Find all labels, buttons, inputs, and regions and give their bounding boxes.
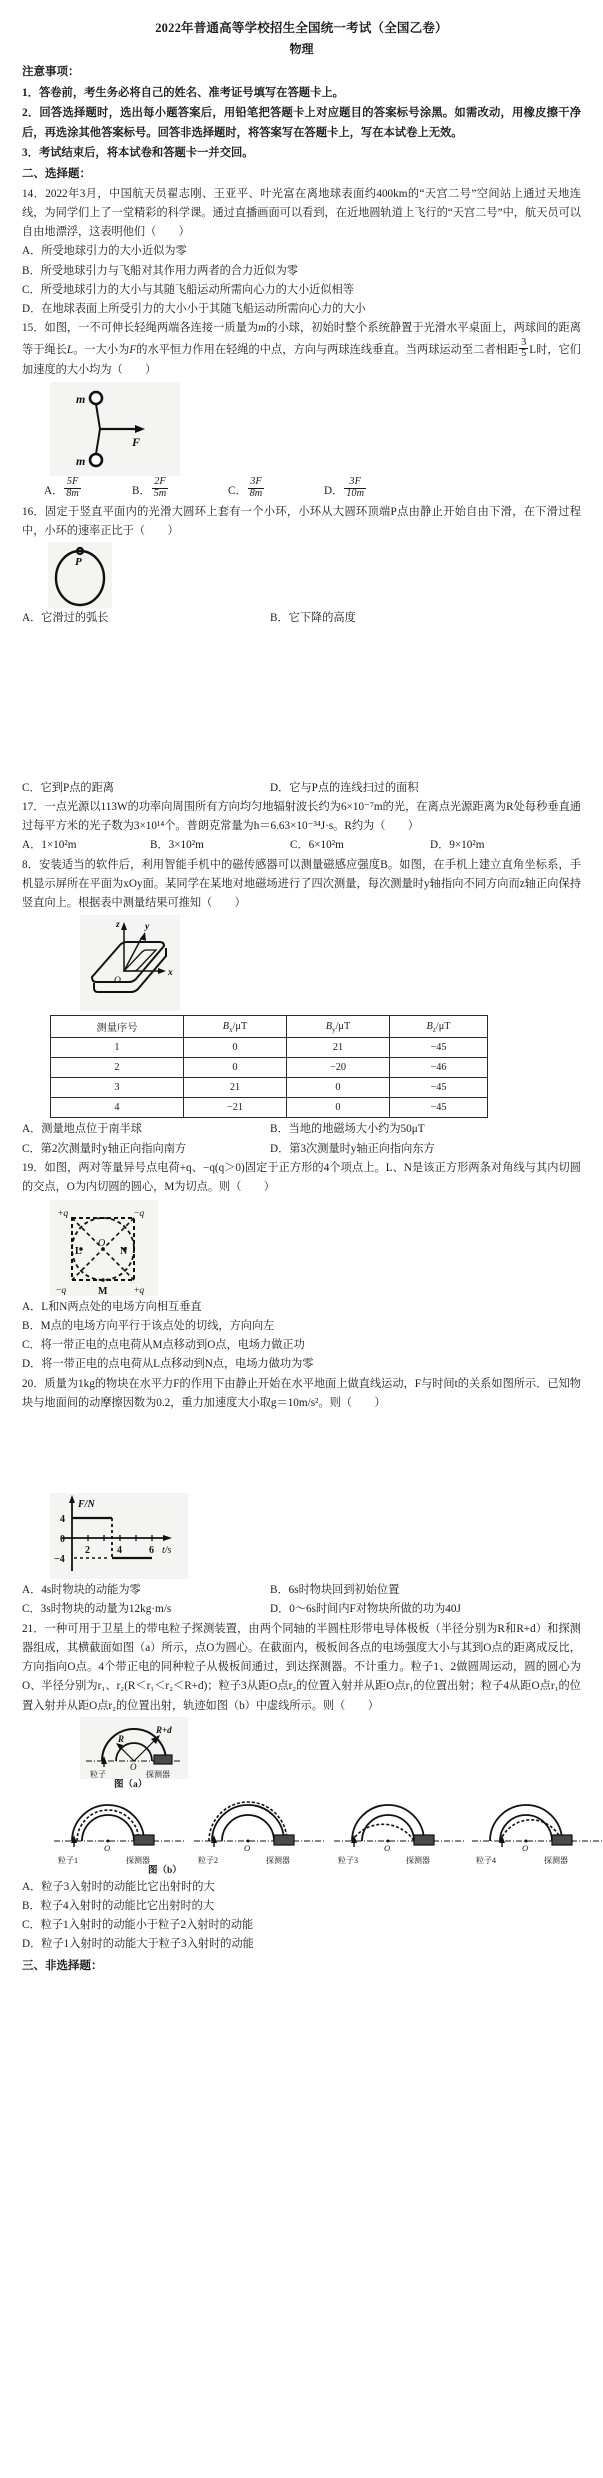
question-18-option-d[interactable]: D．第3次测量时y轴正向指向东方 [270,1142,435,1155]
q15-text-2: 的小球，初始时整个系统静置于光滑水平桌面上，两球间的距离等于绳长 [22,322,581,356]
cell-bx: −21 [184,1098,287,1118]
question-16-stem: 16．固定于竖直平面内的光滑大圆环上套有一个小环，小环从大圆环顶端P点由静止开始自由下滑，在下滑过程中，小环的速率正比于（ ） [22,505,581,538]
svg-text:m: m [76,454,86,469]
question-18-option-b[interactable]: B．当地的地磁场大小约为50μT [270,1123,425,1136]
blank-space-1 [22,629,581,779]
question-14-option-d[interactable]: D．在地球表面上所受引力的大小小于其随飞船运动所需向心力的大小 [22,303,366,316]
svg-text:探测器: 探测器 [126,1856,150,1866]
question-17-option-a[interactable]: A．1×10²m [22,839,77,852]
q15-var-m: m [258,322,267,335]
question-19-option-d[interactable]: D．将一带正电的点电荷从L点移动到N点，电场力做功为零 [22,1358,314,1371]
question-18-figure [80,915,180,1011]
svg-text:P: P [75,556,82,569]
q15-opt-d-num: 3F [344,477,366,489]
cell-bx: 21 [184,1078,287,1098]
question-21-figure-b [50,1793,603,1865]
table-row [51,1098,488,1118]
svg-text:z: z [116,920,120,931]
cell-by: −20 [287,1058,390,1078]
question-19-option-a[interactable]: A．L和N两点处的电场方向相互垂直 [22,1300,202,1313]
svg-text:2: 2 [85,1545,90,1557]
svg-text:F: F [132,435,141,450]
blank-space-2 [22,1413,581,1491]
q15-diagram [50,382,180,476]
cell-index: 2 [51,1058,184,1078]
question-18-options-row-2 [22,1140,581,1159]
question-21-option-a[interactable]: A．粒子3入射时的动能比它出射时的大 [22,1880,215,1893]
q15-opt-b-frac [152,477,169,499]
svg-text:M: M [98,1285,108,1296]
svg-text:粒子1: 粒子1 [58,1856,78,1866]
question-21-figure-a-caption: 图（a） [114,1779,148,1790]
table-header-index: 测量序号 [51,1016,184,1038]
svg-text:O: O [130,1761,137,1772]
cell-index: 3 [51,1078,184,1098]
cell-index: 4 [51,1098,184,1118]
cell-bz: −45 [390,1098,488,1118]
svg-text:O: O [244,1843,251,1854]
q15-opt-c-den: 8m [249,488,263,500]
q15-opt-a-den: 8m [66,488,79,500]
question-15-option-b[interactable] [132,478,228,500]
question-16-option-b[interactable]: B．它下降的高度 [270,612,356,625]
question-18-option-a[interactable]: A．测量地点位于南半球 [22,1123,142,1136]
q15-fraction [519,338,528,360]
svg-text:N: N [120,1245,128,1257]
table-row [51,1058,488,1078]
q21-figure-b-diagram [50,1793,603,1865]
svg-text:4: 4 [60,1514,65,1526]
q15-frac-den: 5 [521,348,527,360]
q15-var-L: L [66,343,74,356]
question-16-option-c[interactable]: C．它到P点的距离 [22,781,114,794]
question-16-figure [48,542,112,608]
cell-bz: −45 [390,1038,488,1058]
svg-text:探测器: 探测器 [266,1856,290,1866]
svg-text:6: 6 [149,1545,154,1557]
q15-opt-b-den: 5m [153,488,167,500]
notice-item-1: 1．答卷前，考生务必将自己的姓名、准考证号填写在答题卡上。 [22,86,344,99]
table-row [51,1038,488,1058]
question-14-option-b[interactable]: B．所受地球引力与飞船对其作用力两者的合力近似为零 [22,264,298,277]
svg-text:O: O [384,1843,391,1854]
q15-text-1: 15．如图，一不可伸长轻绳两端各连接一质量为 [22,322,259,335]
question-20-option-b[interactable]: B．6s时物块回到初始位置 [270,1584,400,1597]
svg-text:F/N: F/N [78,1499,95,1511]
svg-text:L: L [75,1245,82,1257]
svg-text:−q: −q [134,1208,145,1219]
q20-force-time-graph [50,1493,188,1579]
table-header-by: $B_y/\mu T$ [287,1016,390,1038]
cell-by: 0 [287,1098,390,1118]
cell-bz: −46 [390,1058,488,1078]
question-18-options-row-1 [22,1120,581,1139]
question-19-figure [50,1200,158,1296]
svg-text:O: O [522,1843,529,1854]
question-14-option-a[interactable]: A．所受地球引力的大小近似为零 [22,245,187,258]
q15-opt-b-letter: B． [132,484,151,497]
svg-text:粒子2: 粒子2 [198,1856,218,1866]
cell-bx: 0 [184,1038,287,1058]
question-17-option-b[interactable]: B．3×10²m [150,839,204,852]
q16-diagram [48,542,112,608]
q15-frac-num: 3 [521,336,527,348]
svg-text:4: 4 [117,1545,122,1557]
table-header-bx: $B_x/\mu T$ [184,1016,287,1038]
question-19-option-b[interactable]: B．M点的电场方向平行于该点处的切线，方向向左 [22,1319,275,1332]
q15-opt-c-letter: C． [228,484,247,497]
q15-var-F: F [129,343,137,356]
table-header-row [51,1016,488,1038]
svg-text:0: 0 [60,1534,65,1546]
q15-opt-a-num: 5F [64,477,81,489]
q19-square-charges-diagram [50,1200,158,1296]
question-20-chart [50,1493,188,1579]
svg-text:x: x [168,968,173,979]
question-21-option-d[interactable]: D．粒子1入射时的动能大于粒子3入射时的动能 [22,1938,254,1951]
question-18-option-c[interactable]: C．第2次测量时y轴正向指向南方 [22,1142,187,1155]
svg-text:粒子3: 粒子3 [338,1856,358,1866]
notice-heading: 注意事项： [22,66,80,79]
question-20-options-row-1 [22,1581,581,1600]
svg-text:粒子4: 粒子4 [476,1856,496,1866]
q15-text-4: 的水平恒力作用在轻绳的中点，方向与两球连线垂直。当两球运动至二者相距 [136,343,519,356]
q15-opt-d-frac [344,477,366,499]
subject-title: 物理 [289,42,314,56]
question-15-option-a[interactable] [22,478,132,500]
question-15-options [22,478,581,500]
question-16-options-row-1 [22,609,581,628]
question-17-option-d[interactable]: D．9×10²m [430,839,485,852]
svg-text:探测器: 探测器 [406,1856,430,1866]
question-14-option-c[interactable]: C．所受地球引力的大小与其随飞船运动所需向心力的大小近似相等 [22,283,354,296]
question-21-figure-b-caption: 图（b） [148,1866,182,1877]
svg-text:+q: +q [134,1285,145,1296]
q15-text-3: 。一大小为 [73,343,130,356]
table-row [51,1078,488,1098]
question-15-stem [22,319,581,380]
q15-opt-b-num: 2F [152,477,169,489]
question-21-option-c[interactable]: C．粒子1入射时的动能小于粒子2入射时的动能 [22,1919,254,1932]
question-20-options-row-2 [22,1600,581,1619]
page-title: 2022年普通高等学校招生全国统一考试（全国乙卷） [155,21,448,35]
svg-text:−q: −q [56,1285,67,1296]
question-16-options-row-2 [22,779,581,798]
q15-opt-a-frac [64,477,81,499]
question-16-option-d[interactable]: D．它与P点的连线扫过的面积 [270,781,419,794]
q21-figure-a-diagram [80,1717,188,1779]
svg-text:y: y [145,922,150,933]
svg-text:粒子: 粒子 [90,1769,106,1779]
svg-text:t/s: t/s [162,1545,172,1557]
svg-text:R+d: R+d [156,1724,172,1735]
q15-opt-a-letter: A． [44,484,64,497]
question-21-stem: 21．一种可用于卫星上的带电粒子探测装置，由两个同轴的半圆柱形带电导体极板（半径分别为R和R+d）和探测器组成，其横截面如图（a）所示，点O为圆心。在截面内，极板间各点的电场强度大小与其到O点的距离成反比，方向指向O点。4个带正电的同种粒子从极板间通过，到达探测器。不计重力。粒子1、2做圆周运动，圆的圆心为O、半径分别为r₁、r₂(R＜r₁＜r₂＜R+d)；粒子3从距O点r₂的位置入射并从距O点r₁的位置出射；粒子4从距O点r₁的位置入射并从距O点r₂的位置出射，轨迹如图（b）中虚线所示。则（ ） [22,1622,581,1712]
question-19-option-c[interactable]: C．将一带正电的点电荷从M点移动到O点，电场力做正功 [22,1339,305,1352]
svg-text:m: m [76,392,86,407]
q18-phone-diagram [80,915,180,1011]
question-17-stem: 17．一点光源以113W的功率向周围所有方向均匀地辐射波长约为6×10⁻⁷m的光，在离点光源距离为R处每秒垂直通过每平方米的光子数为3×10¹⁴个。普朗克常量为h＝6.63×10⁻³⁴J·s。R约为（ ） [22,800,581,833]
question-20-stem: 20．质量为1kg的物块在水平力F的作用下由静止开始在水平地面上做直线运动，F与时间t的关系如图所示．已知物块与地面间的动摩擦因数为0.2，重力加速度大小取g＝10m/s²。则（ ） [22,1377,581,1409]
table-header-bz: $B_z/\mu T$ [390,1016,488,1038]
notice-item-3: 3．考试结束后，将本试卷和答题卡一并交回。 [22,146,254,159]
svg-text:−4: −4 [54,1554,65,1566]
q15-opt-c-num: 3F [248,477,265,489]
cell-index: 1 [51,1038,184,1058]
svg-text:+q: +q [58,1208,69,1219]
nonchoice-section-heading: 三、非选择题： [22,1959,103,1972]
svg-text:O: O [114,976,121,987]
question-17-option-c[interactable]: C．6×10²m [290,839,344,852]
svg-text:O: O [104,1843,111,1854]
cell-bz: −45 [390,1078,488,1098]
q15-opt-c-frac [248,477,265,499]
svg-text:O: O [98,1237,106,1249]
question-15-figure [50,382,180,476]
svg-text:R: R [118,1733,125,1744]
q15-opt-d-letter: D． [324,484,344,497]
question-20-option-a[interactable]: A．4s时物块的动能为零 [22,1584,141,1597]
svg-text:探测器: 探测器 [146,1769,170,1779]
question-14-stem: 14．2022年3月，中国航天员翟志刚、王亚平、叶光富在离地球表面约400km的“天宫二号”空间站上通过天地连线，为同学们上了一堂精彩的科学课。通过直播画面可以看到，在近地圆轨道上飞行的“天宫二号”中，航天员可以自由地漂浮，这表明他们（ ） [22,187,581,239]
notice-item-2: 2．回答选择题时，选出每小题答案后，用铅笔把答题卡上对应题目的答案标号涂黑。如需改动，用橡皮擦干净后，再选涂其他答案标号。回答非选择题时，将答案写在答题卡上，写在本试卷上无效。 [22,106,581,139]
question-19-stem: 19．如图，两对等量异号点电荷+q、−q(q＞0)固定于正方形的4个项点上。L、N是该正方形两条对角线与其内切圆的交点，O为内切圆的圆心，M为切点。则（ ） [22,1161,581,1194]
cell-by: 21 [287,1038,390,1058]
cell-by: 0 [287,1078,390,1098]
question-17-options [22,836,581,855]
question-15-option-d[interactable] [324,478,367,500]
question-20-option-c[interactable]: C．3s时物块的动量为12kg·m/s [22,1603,172,1616]
question-20-option-d[interactable]: D．0～6s时间内F对物块所做的功为40J [270,1603,461,1616]
question-21-figure-a [80,1717,188,1779]
question-21-option-b[interactable]: B．粒子4入射时的动能比它出射时的大 [22,1899,215,1912]
cell-bx: 0 [184,1058,287,1078]
question-18-measurement-table [50,1015,488,1118]
question-18-stem: 8．安装适当的软件后，利用智能手机中的磁传感器可以测量磁感应强度B。如图，在手机上建立直角坐标系，手机显示屏所在平面为xOy面。某同学在某地对地磁场进行了四次测量，每次测量时y轴指向不同方向而z轴正向保持竖直向上。根据表中测量结果可推知（ ） [22,858,581,910]
svg-text:探测器: 探测器 [544,1856,568,1866]
q15-opt-d-den: 10m [346,488,365,500]
choice-section-heading: 二、选择题： [22,167,91,180]
question-16-option-a[interactable]: A．它滑过的弧长 [22,612,109,625]
question-15-option-c[interactable] [228,478,324,500]
q15-text-5: L时，它们加速度的大小均为（ ） [22,343,581,377]
